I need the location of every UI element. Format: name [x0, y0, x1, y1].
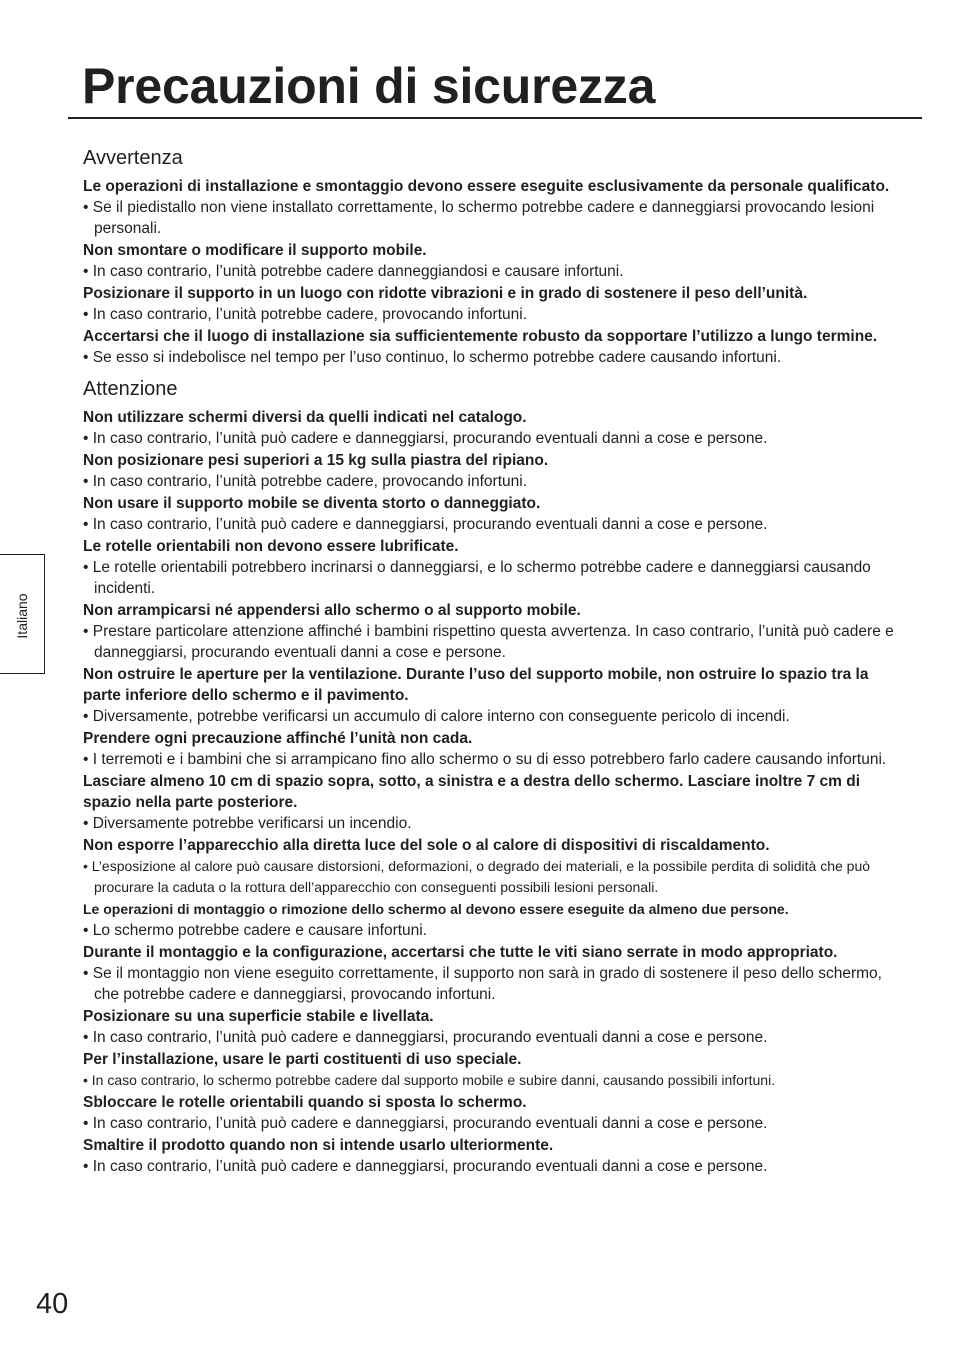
bullet-item: • In caso contrario, l’unità può cadere e danneggiarsi, procurando eventuali danni a cose e persone. — [83, 428, 909, 449]
warning-statement: Le operazioni di installazione e smontaggio devono essere eseguite esclusivamente da personale qualificato. — [83, 178, 890, 195]
bullet-item: • Se esso si indebolisce nel tempo per l’uso continuo, lo schermo potrebbe cadere causando infortuni. — [83, 347, 909, 368]
bullet-item: • In caso contrario, l’unità potrebbe cadere, provocando infortuni. — [83, 471, 909, 492]
warning-statement: Durante il montaggio e la configurazione, accertarsi che tutte le viti siano serrate in modo appropriato. — [83, 944, 838, 961]
section-caution — [83, 377, 909, 1177]
warning-statement: Smaltire il prodotto quando non si intende usarlo ulteriormente. — [83, 1137, 554, 1154]
warning-statement: Accertarsi che il luogo di installazione sia sufficientemente robusto da sopportare l’utilizzo a lungo termine. — [83, 328, 878, 345]
bullet-item: • I terremoti e i bambini che si arrampicano fino allo schermo o su di esso potrebbero farlo cadere causando infortuni. — [83, 749, 909, 770]
bullet-item: • Se il piedistallo non viene installato correttamente, lo schermo potrebbe cadere e danneggiarsi provocando lesioni personali. — [83, 197, 909, 239]
bullet-item: • In caso contrario, l’unità potrebbe cadere danneggiandosi e causare infortuni. — [83, 261, 909, 282]
warning-statement: Lasciare almeno 10 cm di spazio sopra, sotto, a sinistra e a destra dello schermo. Lasciare inoltre 7 cm di spazio nella parte posteriore. — [83, 773, 861, 811]
bullet-item: • In caso contrario, l’unità potrebbe cadere, provocando infortuni. — [83, 304, 909, 325]
warning-statement: Le rotelle orientabili non devono essere lubrificate. — [83, 538, 459, 555]
warning-statement: Per l’installazione, usare le parti costituenti di uso speciale. — [83, 1051, 522, 1068]
warning-statement: Posizionare il supporto in un luogo con ridotte vibrazioni e in grado di sostenere il peso dell’unità. — [83, 285, 808, 302]
bullet-item: • In caso contrario, l’unità può cadere e danneggiarsi, procurando eventuali danni a cose e persone. — [83, 1156, 909, 1177]
safety-content — [83, 146, 909, 1177]
warning-statement: Posizionare su una superficie stabile e livellata. — [83, 1008, 434, 1025]
bullet-item: • Se il montaggio non viene eseguito correttamente, il supporto non sarà in grado di sostenere il peso dello schermo, che potrebbe cadere e danneggiarsi, provocando infortuni. — [83, 963, 909, 1005]
warning-statement: Non posizionare pesi superiori a 15 kg sulla piastra del ripiano. — [83, 452, 549, 469]
bullet-item: • Diversamente potrebbe verificarsi un incendio. — [83, 813, 909, 834]
warning-statement: Sbloccare le rotelle orientabili quando si sposta lo schermo. — [83, 1094, 527, 1111]
section-heading: Attenzione — [83, 378, 178, 400]
page-title: Precauzioni di sicurezza — [82, 58, 656, 114]
warning-statement: Non smontare o modificare il supporto mobile. — [83, 242, 427, 259]
warning-statement: Non esporre l’apparecchio alla diretta luce del sole o al calore di dispositivi di riscaldamento. — [83, 837, 770, 854]
page-number: 40 — [36, 1288, 69, 1320]
title-divider — [68, 117, 922, 119]
warning-statement: Non arrampicarsi né appendersi allo schermo o al supporto mobile. — [83, 602, 581, 619]
section-heading: Avvertenza — [83, 147, 183, 169]
language-tab — [0, 554, 45, 674]
warning-statement: Le operazioni di montaggio o rimozione dello schermo al devono essere eseguite da almeno due persone. — [83, 901, 789, 917]
section-warning — [83, 146, 909, 368]
bullet-item: • In caso contrario, l’unità può cadere e danneggiarsi, procurando eventuali danni a cose e persone. — [83, 1113, 909, 1134]
bullet-item: • Lo schermo potrebbe cadere e causare infortuni. — [83, 920, 909, 941]
bullet-item: • Prestare particolare attenzione affinché i bambini rispettino questa avvertenza. In caso contrario, l’unità può cadere e danneggiarsi, procurando eventuali danni a cose e persone. — [83, 621, 909, 663]
bullet-item: • In caso contrario, lo schermo potrebbe cadere dal supporto mobile e subire danni, causando possibili infortuni. — [83, 1070, 909, 1091]
bullet-item: • In caso contrario, l’unità può cadere e danneggiarsi, procurando eventuali danni a cose e persone. — [83, 514, 909, 535]
bullet-item: • Diversamente, potrebbe verificarsi un accumulo di calore interno con conseguente pericolo di incendi. — [83, 706, 909, 727]
warning-statement: Non usare il supporto mobile se diventa storto o danneggiato. — [83, 495, 541, 512]
warning-statement: Non ostruire le aperture per la ventilazione. Durante l’uso del supporto mobile, non ostruire lo spazio tra la parte inferiore dello schermo e il pavimento. — [83, 666, 869, 704]
bullet-item: • Le rotelle orientabili potrebbero incrinarsi o danneggiarsi, e lo schermo potrebbe cadere e danneggiarsi causando incidenti. — [83, 557, 909, 599]
warning-statement: Non utilizzare schermi diversi da quelli indicati nel catalogo. — [83, 409, 527, 426]
language-tab-label: Italiano — [14, 593, 30, 639]
bullet-item: • In caso contrario, l’unità può cadere e danneggiarsi, procurando eventuali danni a cose e persone. — [83, 1027, 909, 1048]
warning-statement: Prendere ogni precauzione affinché l’unità non cada. — [83, 730, 473, 747]
bullet-item: • L’esposizione al calore può causare distorsioni, deformazioni, o degrado dei materiali, e la possibile perdita di solidità che può procurare la caduta o la rottura dell’apparecchio con conseguenti possibili lesioni personali. — [83, 856, 909, 898]
